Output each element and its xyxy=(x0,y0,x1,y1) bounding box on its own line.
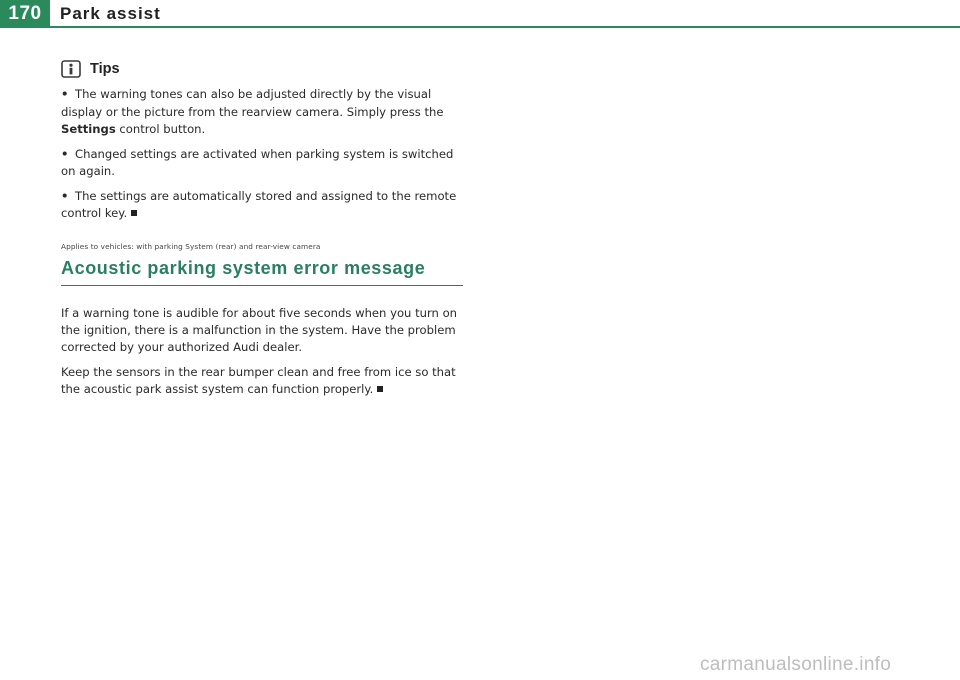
settings-button-ref: Settings xyxy=(61,122,116,136)
tip-item: • The warning tones can also be adjusted directly by the visual display or the picture from the rearview camera. Simply press the Settings control button. xyxy=(61,87,444,136)
applies-to-note: Applies to vehicles: with parking System (rear) and rear-view camera xyxy=(61,242,321,251)
bullet-icon: • xyxy=(61,87,69,101)
tips-box xyxy=(61,60,471,230)
section-body xyxy=(61,305,471,406)
info-icon xyxy=(61,60,81,78)
header-rule xyxy=(50,26,960,28)
body-paragraph: If a warning tone is audible for about five seconds when you turn on the ignition, there is a malfunction in the system. Have the problem corrected by your authorized Audi dealer. xyxy=(61,306,458,354)
section-title: Park assist xyxy=(60,4,161,23)
watermark: carmanualsonline.info xyxy=(700,654,892,675)
body-paragraph: Keep the sensors in the rear bumper clean and free from ice so that the acoustic park assist system can function properly. xyxy=(61,365,456,396)
tips-label: Tips xyxy=(90,61,120,77)
page-number: 170 xyxy=(0,0,50,28)
bullet-icon: • xyxy=(61,146,69,161)
bullet-icon: • xyxy=(61,188,69,203)
end-square-icon xyxy=(377,386,383,392)
tip-item: • The settings are automatically stored and assigned to the remote control key. xyxy=(61,188,457,220)
section-heading: Acoustic parking system error message xyxy=(61,258,463,286)
end-square-icon xyxy=(131,210,137,216)
tip-item: • Changed settings are activated when parking system is switched on again. xyxy=(61,146,454,178)
tips-heading xyxy=(61,60,471,78)
